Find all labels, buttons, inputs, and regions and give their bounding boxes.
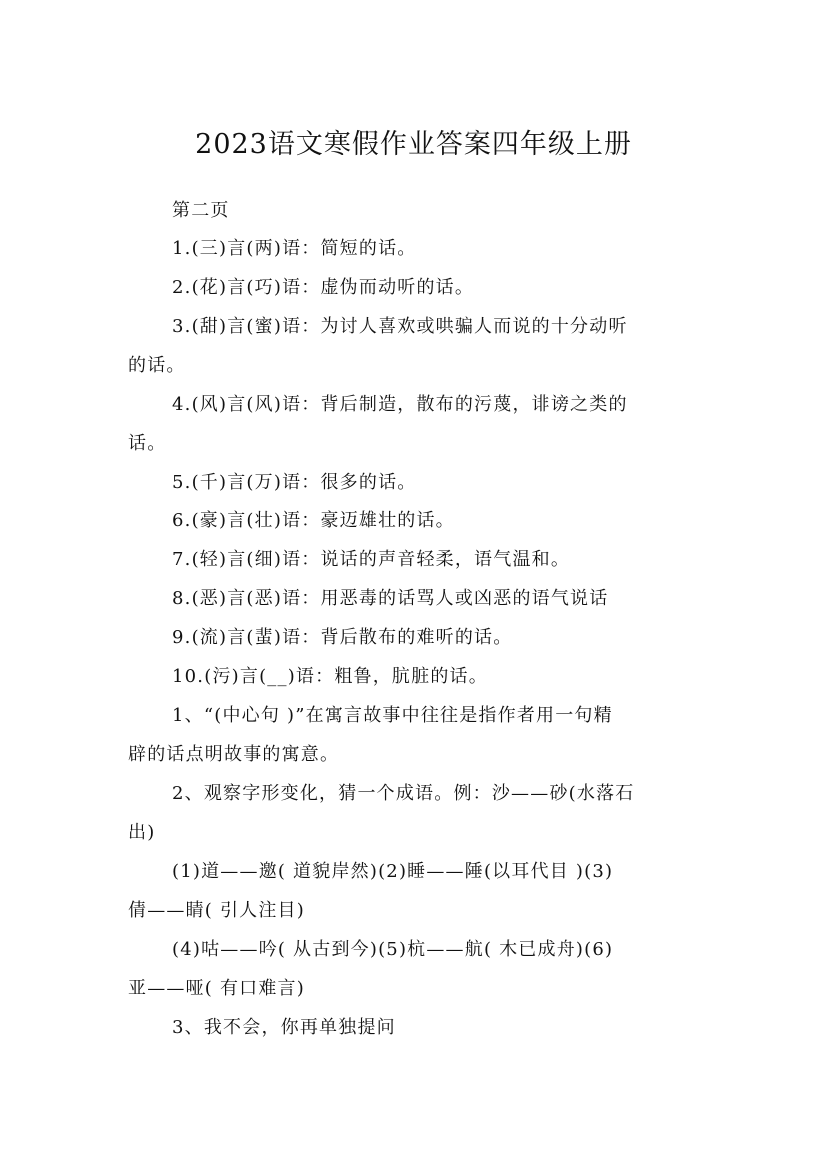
section-heading: 第二页	[172, 200, 230, 221]
answer-line-continuation: 亚——哑( 有口难言)	[128, 978, 305, 999]
answer-line: 4.(风)言(风)语：背后制造，散布的污蔑，诽谤之类的	[172, 394, 628, 415]
answer-line: 7.(轻)言(细)语：说话的声音轻柔，语气温和。	[172, 549, 571, 570]
answer-line: 8.(恶)言(恶)语：用恶毒的话骂人或凶恶的语气说话	[172, 588, 609, 609]
answer-line-continuation: 出)	[128, 822, 156, 843]
answer-line: 5.(千)言(万)语：很多的话。	[172, 472, 417, 493]
answer-line: 6.(豪)言(壮)语：豪迈雄壮的话。	[172, 510, 455, 531]
answer-line: 3、我不会，你再单独提问	[172, 1017, 396, 1038]
answer-line: (1)道——邀( 道貌岸然)(2)睡——陲(以耳代目 )(3)	[172, 861, 614, 882]
answer-line: 9.(流)言(蜚)语：背后散布的难听的话。	[172, 627, 513, 648]
answer-line-continuation: 辟的话点明故事的寓意。	[128, 744, 340, 765]
answer-line-continuation: 的话。	[128, 355, 186, 376]
answer-line: 1、“(中心句 )”在寓言故事中往往是指作者用一句精	[172, 705, 613, 726]
answer-line: 2、观察字形变化，猜一个成语。例：沙——砂(水落石	[172, 783, 635, 804]
answer-line-continuation: 倩——睛( 引人注目)	[128, 900, 305, 921]
answer-line: 10.(污)言(__)语：粗鲁，肮脏的话。	[172, 666, 488, 687]
answer-line: 3.(甜)言(蜜)语：为讨人喜欢或哄骗人而说的十分动听	[172, 316, 628, 337]
answer-line-continuation: 话。	[128, 433, 167, 454]
document-title: 2023语文寒假作业答案四年级上册	[195, 129, 632, 161]
answer-line: (4)咕——吟( 从古到今)(5)杭——航( 木已成舟)(6)	[172, 939, 614, 960]
answer-line: 1.(三)言(两)语：简短的话。	[172, 238, 417, 259]
answer-line: 2.(花)言(巧)语：虚伪而动听的话。	[172, 277, 475, 298]
